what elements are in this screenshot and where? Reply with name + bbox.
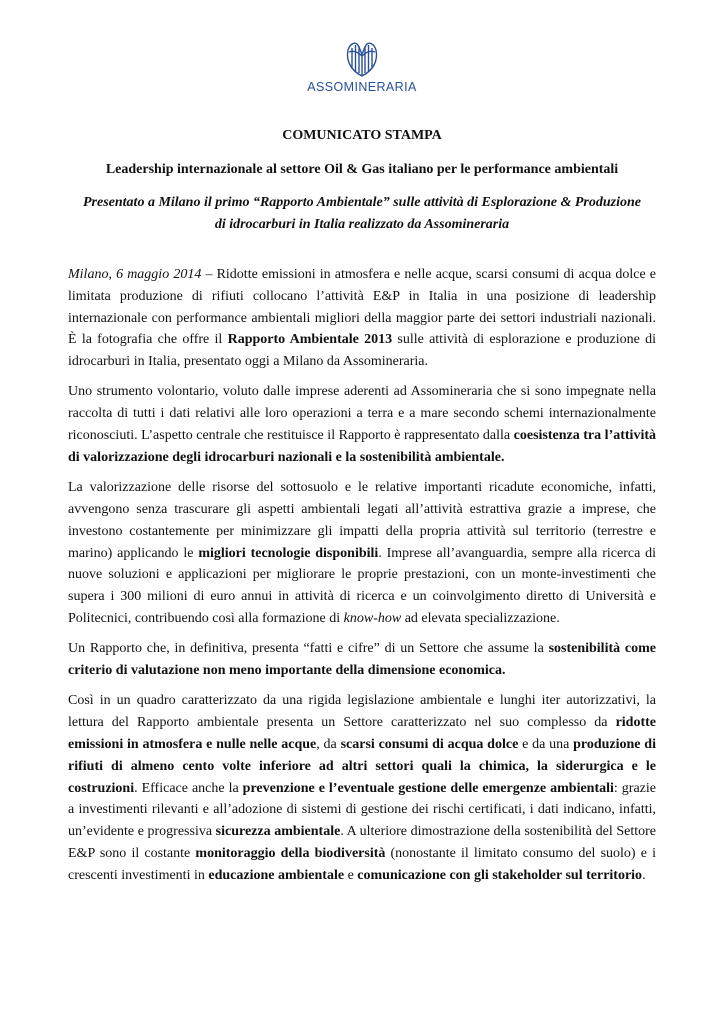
- emphasis: monitoraggio della biodiversità: [195, 845, 386, 861]
- text-run: . A ulteriore dimostrazione della sostenibilità del Settore E&P sono il costante: [68, 824, 656, 861]
- paragraph-2: [68, 381, 656, 468]
- paragraph-3: [68, 477, 656, 630]
- emphasis: sicurezza ambientale: [215, 824, 341, 840]
- assomineraria-logo: [0, 40, 724, 100]
- emphasis: ridotte emissioni in atmosfera e nulle nelle acque: [68, 715, 656, 752]
- article-body: [68, 264, 656, 895]
- subheadline: [68, 192, 656, 236]
- paragraph-1: [68, 264, 656, 373]
- emphasis: migliori tecnologie disponibili: [198, 545, 379, 561]
- text-run: sulle attività di esplorazione e produzione di idrocarburi in Italia, presentato oggi a Milano da Assomineraria.: [68, 332, 656, 370]
- italic-term: know-how: [343, 610, 402, 626]
- emphasis: Rapporto Ambientale 2013: [227, 332, 393, 348]
- text-run: . Efficace anche la: [134, 780, 243, 796]
- text-run: ad elevata specializzazione.: [401, 610, 560, 626]
- text-run: Uno strumento volontario, voluto dalle imprese aderenti ad Assomineraria che si sono impegnate nella raccolta di tutti i dati relativi alle loro operazioni a terra e a mare secondo schemi internazionalmente riconosciuti. L’aspetto centrale che restituisce il Rapporto è rappresentato dalla: [68, 384, 656, 444]
- paragraph-5: [68, 690, 656, 886]
- dateline: Milano, 6 maggio 2014: [68, 267, 202, 282]
- logo-wordmark: ASSOMINERARIA: [307, 80, 417, 94]
- emphasis: produzione di rifiuti di almeno cento volte inferiore ad altri settori quali la chimica, la siderurgica e le costruzioni: [68, 736, 656, 796]
- text-run: (nonostante il limitato consumo del suolo) e i crescenti investimenti in: [68, 845, 656, 883]
- text-run: .: [642, 867, 646, 883]
- text-run: – Ridotte emissioni in atmosfera e nelle acque, scarsi consumi di acqua dolce e limitata produzione di rifiuti collocano l’attività E&P in Italia in una posizione di leadership internazionale con performance ambientali migliori della maggior parte dei settori industriali nazionali. È la fotografia che offre il: [68, 267, 656, 348]
- text-run: : grazie a investimenti rilevanti e all’adozione di sistemi di gestione dei rischi certificati, i dati indicano, infatti, un’evidente e progressiva: [68, 780, 656, 840]
- text-run: , da: [316, 736, 341, 752]
- logo-emblem-icon: [340, 40, 384, 78]
- emphasis: prevenzione e l’eventuale gestione delle emergenze ambientali: [242, 780, 614, 796]
- paragraph-4: [68, 638, 656, 682]
- text-run: e: [344, 867, 358, 883]
- emphasis: comunicazione con gli stakeholder sul territorio: [357, 867, 643, 883]
- text-run: La valorizzazione delle risorse del sottosuolo e le relative importanti ricadute economiche, infatti, avvengono senza trascurare gli aspetti ambientali legati all’attività estrattiva grazie a imprese, che investono costantemente per minimizzare gli impatti della propria attività sul territorio (terrestre e marino) applicando le: [68, 480, 656, 561]
- text-run: . Imprese all’avanguardia, sempre alla ricerca di nuove soluzioni e applicazioni per migliorare le proprie prestazioni, con un monte-investimenti che supera i 300 milioni di euro annui in attività di ricerca e un coinvolgimento diretto di Università e Politecnici, contribuendo così alla formazione di: [68, 545, 656, 626]
- headline: Leadership internazionale al settore Oil & Gas italiano per le performance ambientali: [105, 162, 619, 177]
- emphasis: scarsi consumi di acqua dolce: [340, 736, 519, 752]
- emphasis: coesistenza tra l’attività di valorizzazione degli idrocarburi nazionali e la sostenibilità ambientale.: [68, 428, 656, 465]
- emphasis: sostenibilità come criterio di valutazione non meno importante della dimensione economica.: [68, 641, 656, 679]
- press-release-header: [68, 126, 656, 236]
- page-title: COMUNICATO STAMPA: [282, 128, 442, 143]
- emphasis: educazione ambientale: [208, 867, 345, 883]
- text-run: e da una: [518, 736, 574, 752]
- subheadline-line-2: di idrocarburi in Italia realizzato da Assomineraria: [214, 217, 510, 232]
- subheadline-line-1: Presentato a Milano il primo “Rapporto Ambientale” sulle attività di Esplorazione & Produzione: [83, 195, 641, 210]
- text-run: Così in un quadro caratterizzato da una rigida legislazione ambientale e lunghi iter autorizzativi, la lettura del Rapporto ambientale presenta un Settore caratterizzato nel suo complesso da: [68, 693, 656, 731]
- text-run: Un Rapporto che, in definitiva, presenta “fatti e cifre” di un Settore che assume la: [68, 641, 549, 657]
